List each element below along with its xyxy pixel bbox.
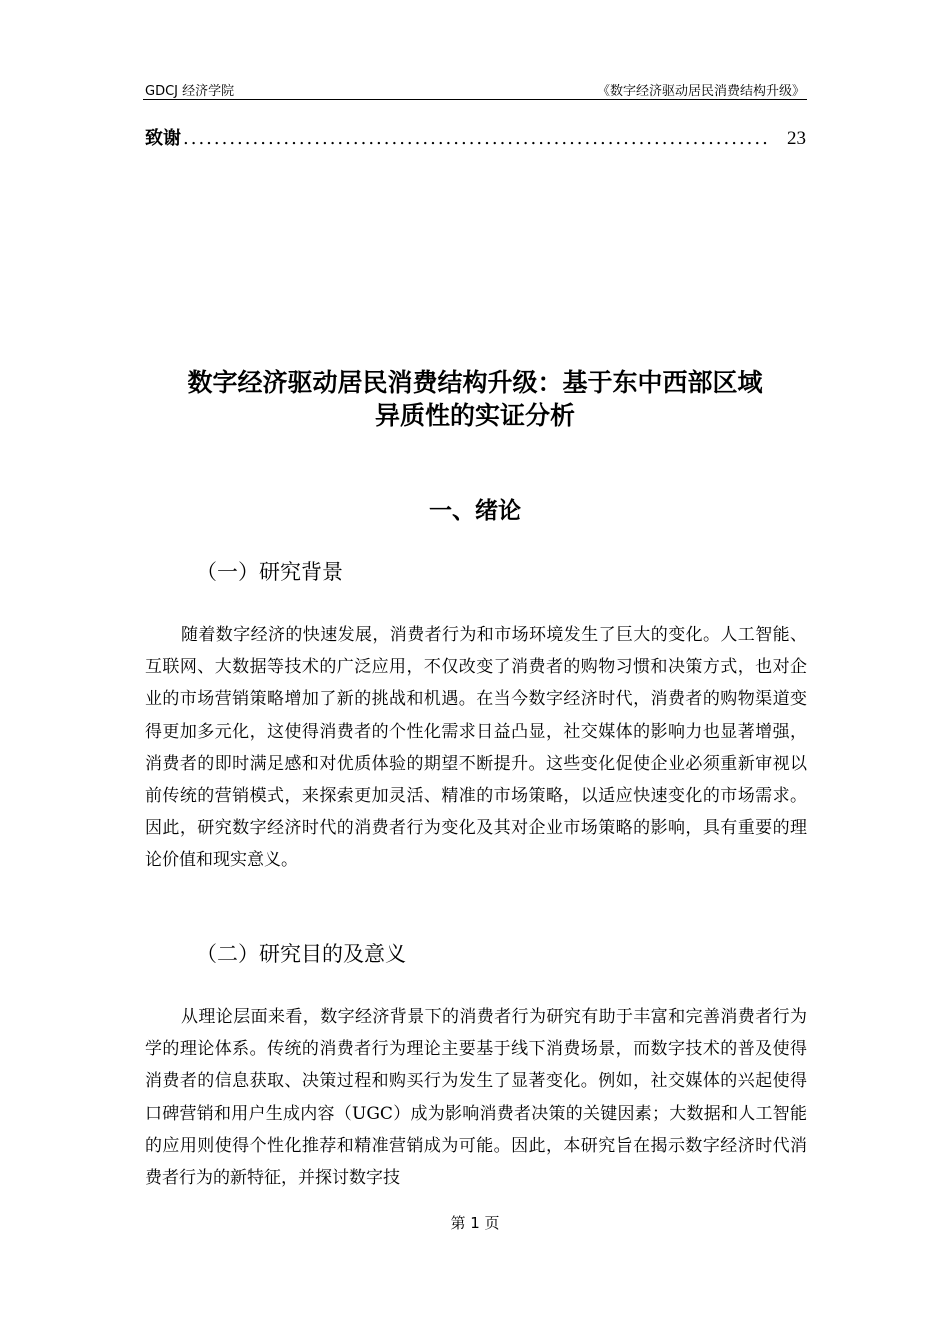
toc-entry-label: 致谢 [145, 128, 181, 149]
document-title-line-2: 异质性的实证分析 [374, 401, 575, 430]
toc-dot-leader: ............................................................................ [183, 128, 770, 149]
paragraph-background: 随着数字经济的快速发展，消费者行为和市场环境发生了巨大的变化。人工智能、互联网、大数据等技术的广泛应用，不仅改变了消费者的购物习惯和决策方式，也对企业的市场营销策略增加了新的挑战和机遇。在当今数字经济时代，消费者的购物渠道变得更加多元化，这使得消费者的个性化需求日益凸显，社交媒体的影响力也显著增强，消费者的即时满足感和对优质体验的期望不断提升。这些变化促使企业必须重新审视以前传统的营销模式，来探索更加灵活、精准的市场策略，以适应快速变化的市场需求。因此，研究数字经济时代的消费者行为变化及其对企业市场策略的影响，具有重要的理论价值和现实意义。 [145, 625, 807, 871]
toc-entry-acknowledgements[interactable] [145, 124, 806, 150]
header-divider [143, 99, 807, 100]
section-heading-introduction: 一、绪论 [429, 498, 521, 524]
document-title-line-1: 数字经济驱动居民消费结构升级：基于东中西部区域 [187, 368, 763, 397]
document-title [130, 366, 820, 432]
header-right-text: 《数字经济驱动居民消费结构升级》 [596, 84, 805, 99]
toc-entry-page-number: 23 [787, 128, 806, 149]
subsection-heading-purpose: （二）研究目的及意义 [196, 942, 406, 966]
paragraph-purpose: 从理论层面来看，数字经济背景下的消费者行为研究有助于丰富和完善消费者行为学的理论体系。传统的消费者行为理论主要基于线下消费场景，而数字技术的普及使得消费者的信息获取、决策过程和购买行为发生了显著变化。例如，社交媒体的兴起使得口碑营销和用户生成内容（UGC）成为影响消费者决策的关键因素；大数据和人工智能的应用则使得个性化推荐和精准营销成为可能。因此，本研究旨在揭示数字经济时代消费者行为的新特征，并探讨数字技 [145, 1007, 807, 1189]
header-left-text: GDCJ 经济学院 [145, 84, 235, 99]
subsection-heading-background: （一）研究背景 [196, 560, 343, 584]
page-number-footer: 第 1 页 [450, 1214, 500, 1232]
